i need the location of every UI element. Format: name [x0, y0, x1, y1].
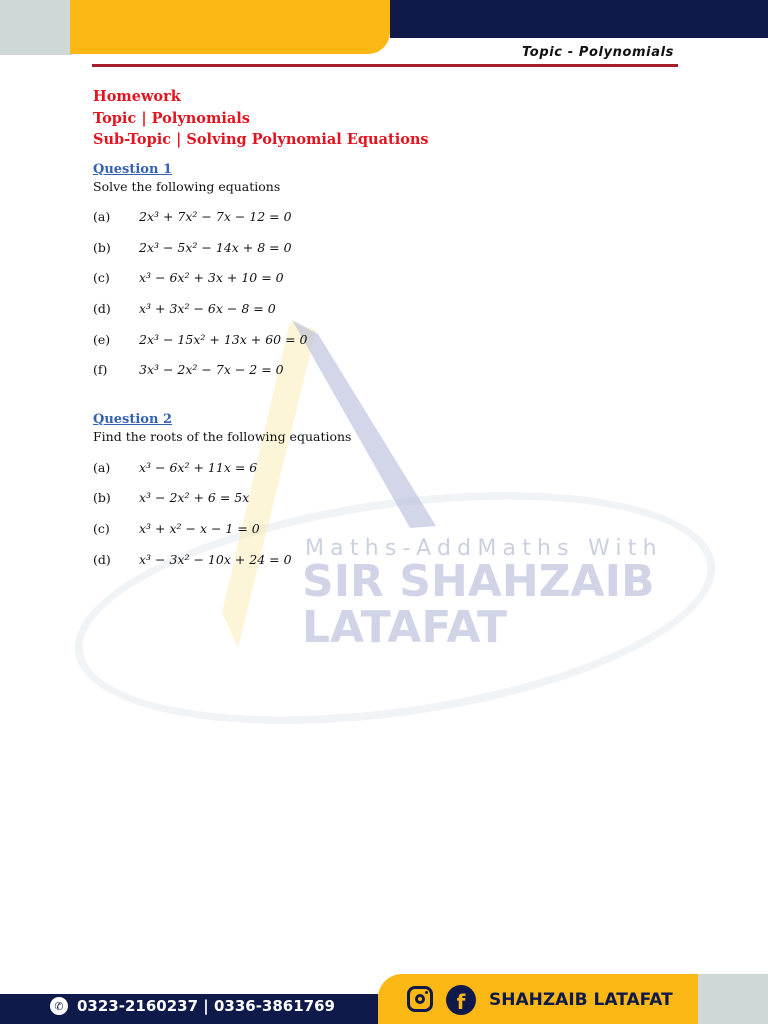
instagram-icon[interactable] [407, 986, 433, 1012]
question-2-item-c [93, 513, 693, 544]
question-2-heading: Question 2 [93, 412, 173, 428]
item-equation: 3x³ − 2x² − 7x − 2 = 0 [139, 362, 284, 378]
item-label: (b) [93, 239, 111, 255]
item-equation: 2x³ − 15x² + 13x + 60 = 0 [139, 331, 308, 347]
worksheet-content [93, 86, 693, 574]
item-label: (e) [93, 331, 111, 347]
watermark-name-line-1: SIR SHAHZAIB [302, 556, 655, 607]
question-2-item-a [93, 452, 693, 483]
watermark-name-line-2: LATAFAT [302, 602, 507, 653]
item-equation: x³ − 2x² + 6 = 5x [139, 490, 250, 506]
question-1-item-a [93, 202, 693, 233]
item-equation: x³ − 3x² − 10x + 24 = 0 [139, 551, 292, 567]
question-2-item-b [93, 483, 693, 514]
topic-title: Topic | Polynomials [93, 109, 250, 127]
item-equation: x³ − 6x² + 11x = 6 [139, 459, 258, 475]
footer-grey-band [698, 974, 768, 1024]
question-1-item-f [93, 354, 693, 385]
item-label: (a) [93, 459, 111, 475]
question-1-item-c [93, 263, 693, 294]
item-label: (c) [93, 521, 110, 537]
question-2-item-d [93, 544, 693, 575]
facebook-icon[interactable]: f [446, 985, 476, 1015]
homework-title: Homework [93, 88, 181, 105]
phone-text: 0323-2160237 | 0336-3861769 [77, 997, 335, 1015]
whatsapp-icon: ✆ [50, 997, 68, 1015]
item-label: (a) [93, 209, 111, 225]
item-label: (d) [93, 551, 111, 567]
item-equation: 2x³ − 5x² − 14x + 8 = 0 [139, 239, 292, 255]
footer-author-name: SHAHZAIB LATAFAT [489, 990, 673, 1010]
question-1-item-d [93, 293, 693, 324]
question-2-prompt: Find the roots of the following equations [93, 429, 352, 445]
item-equation: x³ + x² − x − 1 = 0 [139, 521, 260, 537]
item-label: (c) [93, 270, 110, 286]
header-topic: Topic - Polynomials [522, 45, 674, 60]
question-1-item-b [93, 232, 693, 263]
item-equation: x³ − 6x² + 3x + 10 = 0 [139, 270, 284, 286]
item-equation: x³ + 3x² − 6x − 8 = 0 [139, 301, 276, 317]
section-gap [93, 385, 693, 401]
subtopic-title: Sub-Topic | Solving Polynomial Equations [93, 131, 429, 148]
question-1-prompt: Solve the following equations [93, 178, 281, 194]
watermark-tagline: Maths-AddMaths With [305, 536, 663, 561]
question-1-heading: Question 1 [93, 161, 173, 177]
item-label: (d) [93, 301, 111, 317]
item-equation: 2x³ + 7x² − 7x − 12 = 0 [139, 209, 292, 225]
item-label: (f) [93, 362, 108, 378]
question-1-item-e [93, 324, 693, 355]
item-label: (b) [93, 490, 111, 506]
footer-phone-numbers [50, 997, 335, 1015]
